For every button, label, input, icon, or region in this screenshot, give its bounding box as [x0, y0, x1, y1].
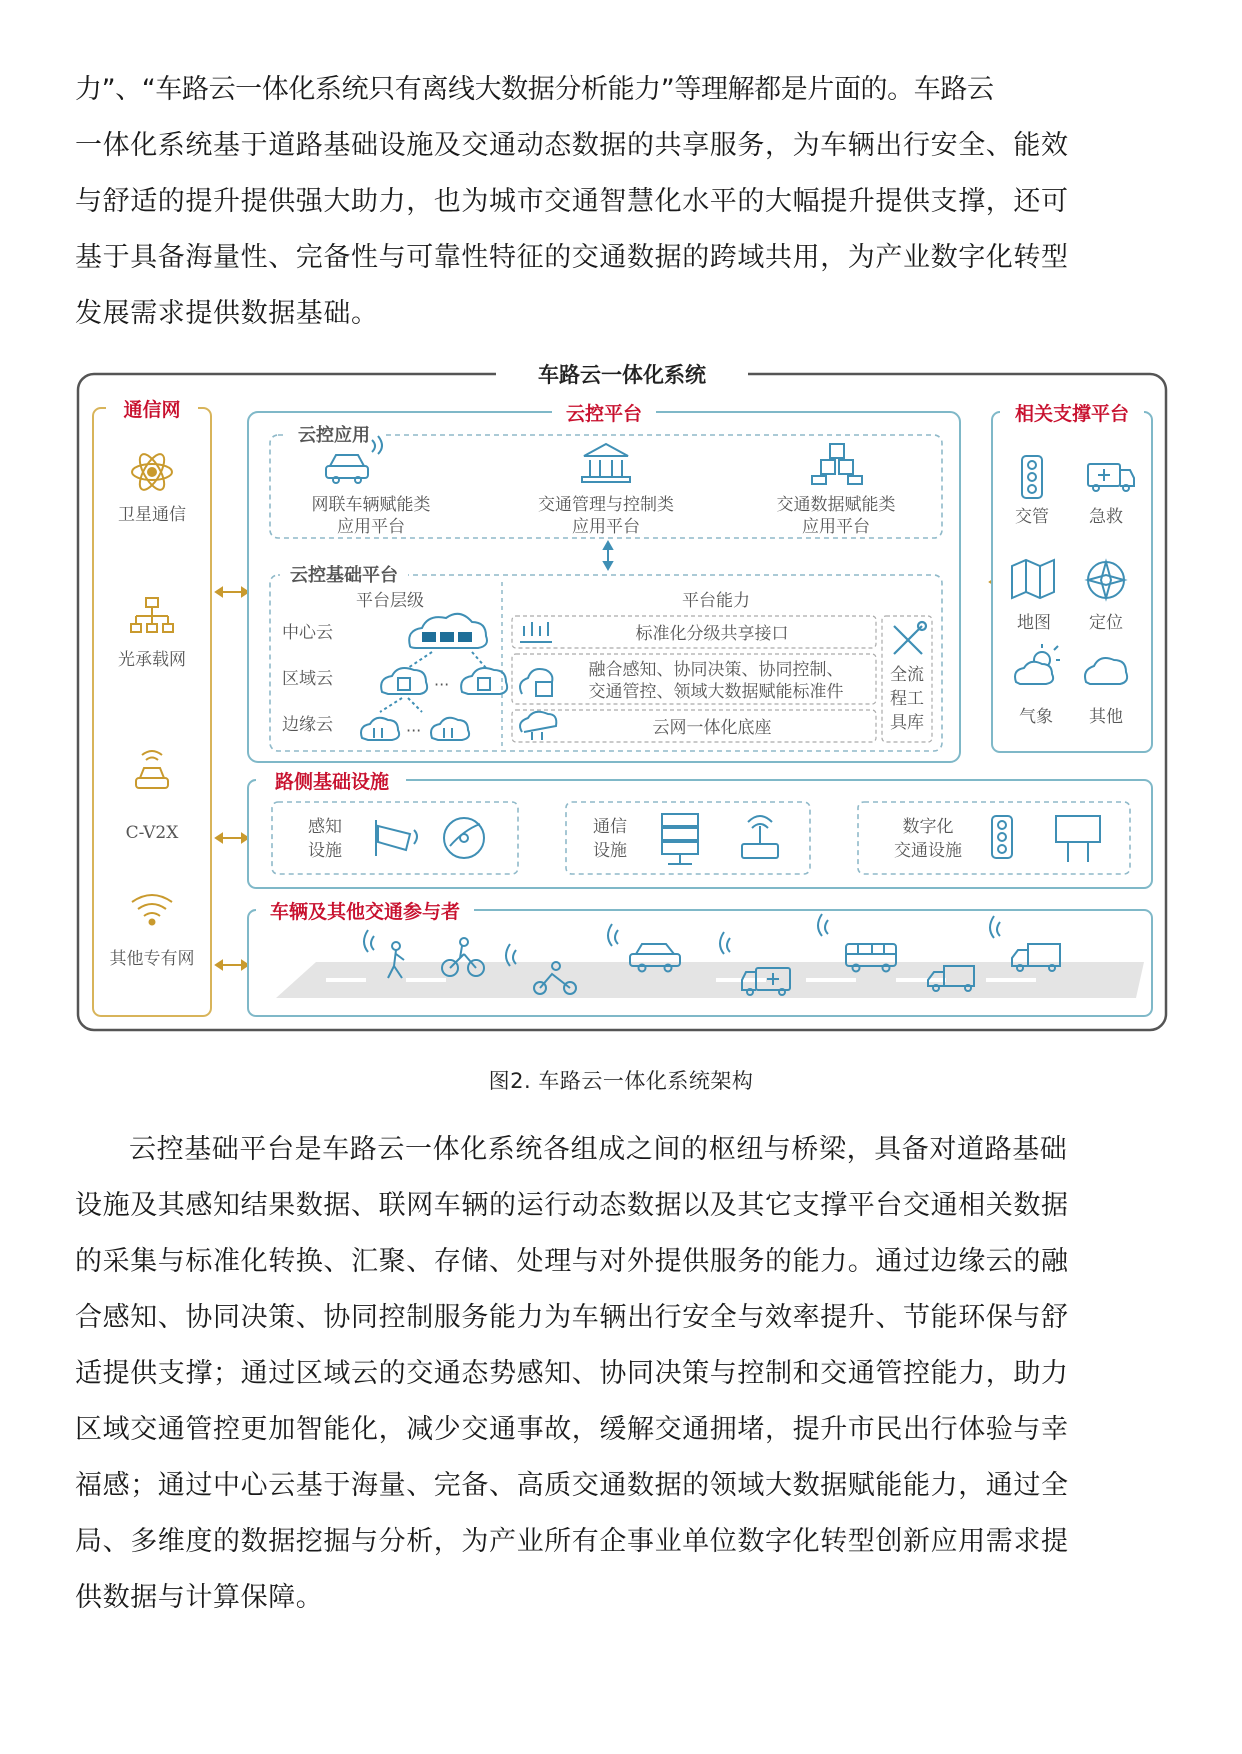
vehicles-title: 车辆及其他交通参与者 [269, 901, 461, 923]
comm-item-cv2x: C-V2X [125, 823, 179, 843]
levels-title: 平台层级 [356, 591, 424, 611]
support-item-emergency: 急救 [1089, 507, 1123, 527]
app-item-2-line2: 应用平台 [572, 517, 640, 537]
comm-item-optical: 光承载网 [118, 650, 186, 670]
paragraph-line: 供数据与计算保障。 [75, 1582, 324, 1613]
roadside-group-1-line1: 感知 [308, 817, 342, 837]
cloud-base-title: 云控基础平台 [290, 565, 398, 586]
paragraph-line: 区域交通管控更加智能化，减少交通事故，缓解交通拥堵，提升市民出行体验与幸 [75, 1414, 1069, 1445]
comm-item-other: 其他专有网 [109, 949, 195, 969]
paragraph-line: 的采集与标准化转换、汇聚、存储、处理与对外提供服务的能力。通过边缘云的融 [75, 1246, 1069, 1277]
paragraph-line: 一体化系统基于道路基础设施及交通动态数据的共享服务，为车辆出行安全、能效 [75, 130, 1069, 161]
support-item-map: 地图 [1017, 613, 1051, 633]
paragraph-line: 云控基础平台是车路云一体化系统各组成之间的枢纽与桥梁，具备对道路基础 [129, 1134, 1068, 1165]
support-item-other: 其他 [1089, 707, 1123, 727]
level-regional-cloud: 区域云 [282, 669, 333, 689]
toolkit-line2: 程工 [890, 689, 924, 709]
app-item-1-line2: 应用平台 [337, 517, 405, 537]
roadside-group-3-line2: 交通设施 [894, 841, 962, 861]
paragraph-line: 与舒适的提升提供强大助力，也为城市交通智慧化水平的大幅提升提供支撑，还可 [75, 186, 1069, 217]
sensing-facility-box [272, 802, 518, 874]
toolkit-line3: 具库 [890, 713, 924, 733]
comm-item-satellite: 卫星通信 [118, 505, 186, 525]
comm-network-title: 通信网 [123, 399, 181, 421]
support-item-positioning: 定位 [1089, 613, 1123, 633]
roadside-group-2-line1: 通信 [593, 817, 627, 837]
app-item-1-line1: 网联车辆赋能类 [311, 495, 431, 515]
roadside-group-1-line2: 设施 [308, 841, 342, 861]
roadside-group-3-line1: 数字化 [902, 817, 954, 837]
digital-traffic-facility-box [858, 802, 1130, 874]
svg-text:···: ··· [434, 675, 450, 694]
level-center-cloud: 中心云 [282, 623, 333, 643]
paragraph-line: 局、多维度的数据挖掘与分析，为产业所有企事业单位数字化转型创新应用需求提 [75, 1526, 1069, 1557]
figure-caption: 图2. 车路云一体化系统架构 [488, 1069, 754, 1093]
svg-text:···: ··· [406, 721, 422, 740]
support-item-traffic-police: 交管 [1015, 507, 1049, 527]
app-item-3-line2: 应用平台 [802, 517, 870, 537]
paragraph-line: 合感知、协同决策、协同控制服务能力为车辆出行安全与效率提升、节能环保与舒 [75, 1302, 1069, 1333]
support-platform-panel [992, 412, 1152, 752]
support-item-weather: 气象 [1019, 707, 1053, 727]
cloud-platform-title: 云控平台 [565, 403, 643, 425]
paragraph-line: 适提供支撑；通过区域云的交通态势感知、协同决策与控制和交通管控能力，助力 [75, 1358, 1069, 1389]
paragraph-line: 设施及其感知结果数据、联网车辆的运行动态数据以及其它支撑平台交通相关数据 [75, 1190, 1069, 1221]
cloud-apps-title: 云控应用 [298, 425, 370, 446]
paragraph-line: 力”、“车路云一体化系统只有离线大数据分析能力”等理解都是片面的。车路云 [75, 74, 994, 105]
level-edge-cloud: 边缘云 [282, 715, 333, 735]
toolkit-line1: 全流 [890, 665, 924, 685]
capability-components-line1: 融合感知、协同决策、协同控制、 [588, 660, 844, 680]
roadside-title: 路侧基础设施 [274, 771, 390, 793]
architecture-figure [76, 360, 1168, 1032]
support-platform-title: 相关支撑平台 [1014, 403, 1130, 425]
capability-interface: 标准化分级共享接口 [635, 624, 789, 644]
roadside-group-2-line2: 设施 [593, 841, 627, 861]
capability-components-line2: 交通管控、领域大数据赋能标准件 [588, 682, 844, 702]
capability-base: 云网一体化底座 [652, 718, 772, 738]
app-item-2-line1: 交通管理与控制类 [538, 495, 674, 515]
paragraph-line: 基于具备海量性、完备性与可靠性特征的交通数据的跨域共用，为产业数字化转型 [75, 242, 1069, 273]
capability-title: 平台能力 [682, 591, 750, 611]
body-paragraph-1 [75, 62, 1170, 342]
figure-title: 车路云一体化系统 [538, 363, 706, 387]
body-paragraph-2 [75, 1122, 1170, 1626]
paragraph-line: 发展需求提供数据基础。 [75, 298, 379, 329]
paragraph-line: 福感；通过中心云基于海量、完备、高质交通数据的领域大数据赋能能力，通过全 [75, 1470, 1069, 1501]
app-item-3-line1: 交通数据赋能类 [776, 495, 896, 515]
